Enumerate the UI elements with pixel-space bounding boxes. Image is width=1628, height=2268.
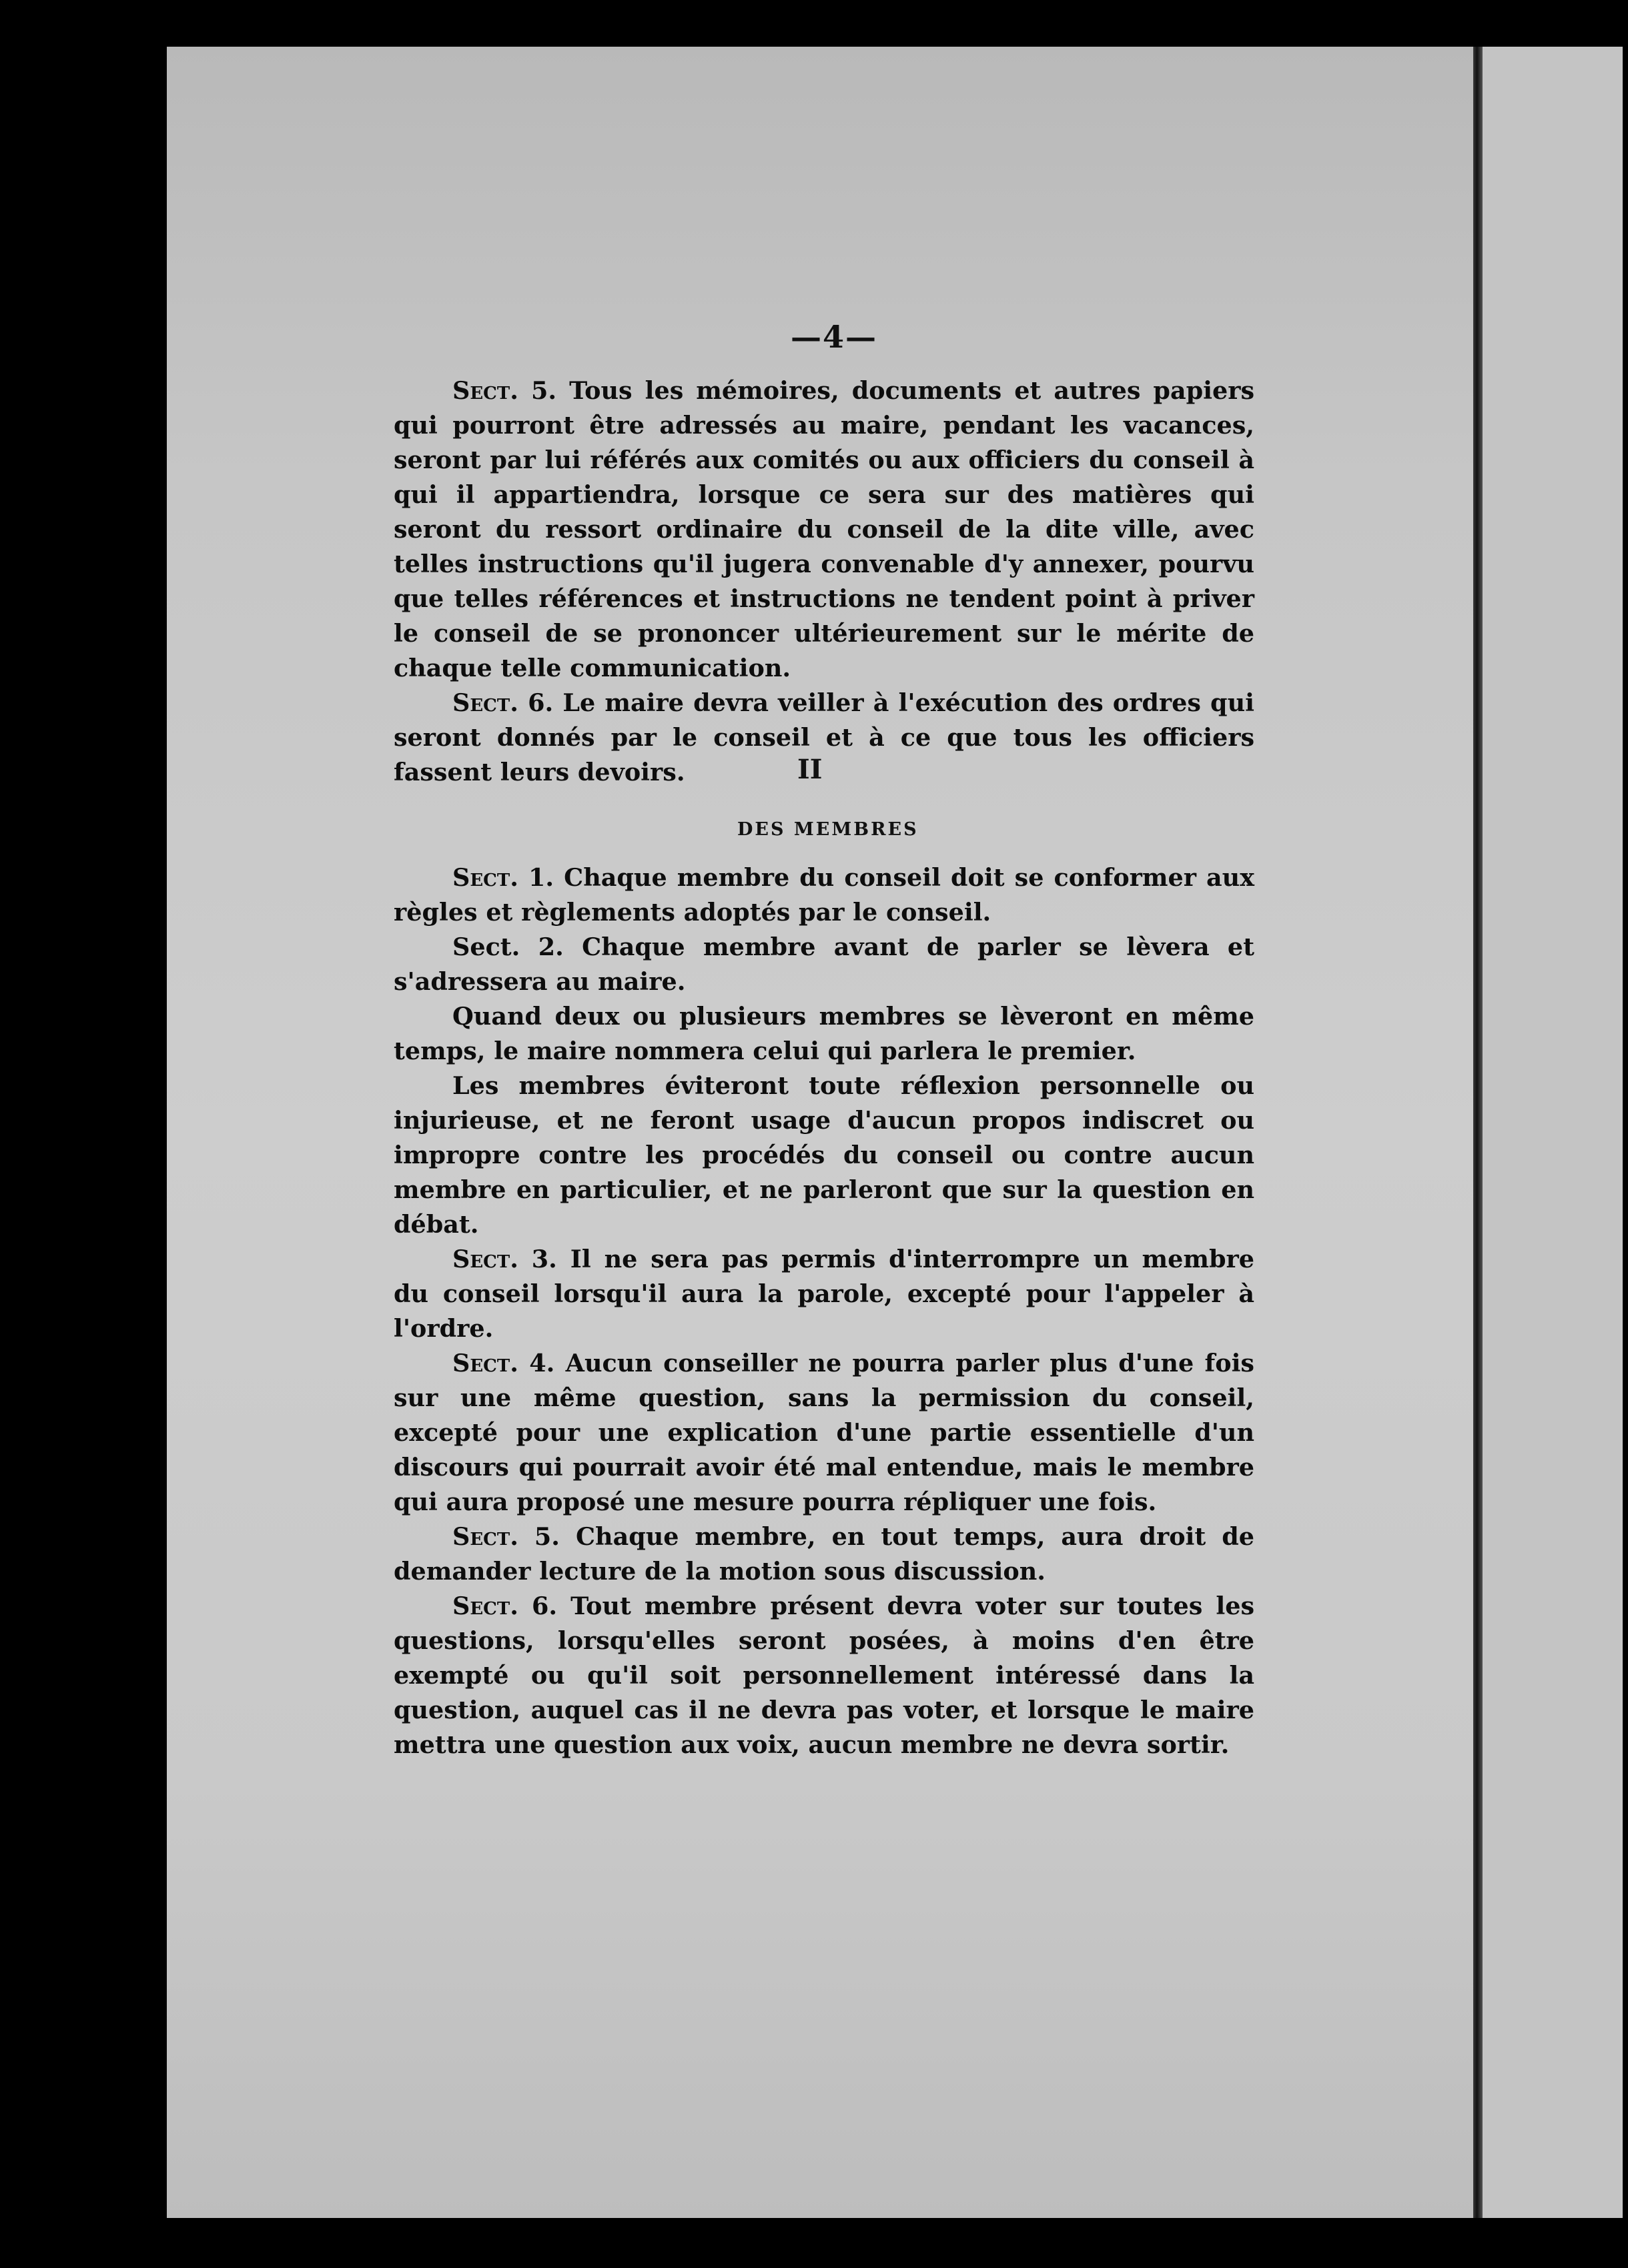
section-lead: Sect. 3. — [452, 1245, 557, 1273]
paragraph-text: Quand deux ou plusieurs membres se lèveront en même temps, le maire nommera celui qui parlera le premier. — [394, 1002, 1254, 1065]
paragraph-text: Les membres éviteront toute réflexion personnelle ou injurieuse, et ne feront usage d'aucun propos indiscret ou impropre contre les procédés du conseil ou contre aucun membre en particulier, et ne parleront que sur la question en débat. — [394, 1071, 1254, 1239]
paragraph-members-sect-3 — [394, 1242, 1254, 1346]
section-lead: Sect. 6. — [452, 1592, 558, 1620]
paragraph-text: Tout membre présent devra voter sur toutes les questions, lorsqu'elles seront posées, à moins d'en être exempté ou qu'il soit personnellement intéressé dans la question, auquel cas il ne devra pas voter, et lorsque le maire mettra une question aux voix, aucun membre ne devra sortir. — [394, 1592, 1254, 1759]
paragraph-members-sect-4 — [394, 1346, 1254, 1520]
paragraph-members-reflexion — [394, 1069, 1254, 1242]
section-lead: Sect. 5. — [452, 376, 557, 405]
paragraph-text: Aucun conseiller ne pourra parler plus d'une fois sur une même question, sans la permission du conseil, excepté pour une explication d'une partie essentielle d'un discours qui pourrait avoir été mal entendue, mais le membre qui aura proposé une mesure pourra répliquer une fois. — [394, 1349, 1254, 1516]
section-lead: Sect. 4. — [452, 1349, 555, 1377]
paragraph-members-sect-2 — [394, 930, 1254, 999]
paragraph-sect-5 — [394, 374, 1254, 686]
paragraph-text: Chaque membre avant de parler se lèvera et s'adressera au maire. — [394, 933, 1254, 996]
chapter-numeral: II — [797, 754, 823, 785]
page-number: —4— — [791, 319, 878, 355]
paragraph-text: Chaque membre, en tout temps, aura droit de demander lecture de la motion sous discussion. — [394, 1522, 1254, 1586]
section-lead: Sect. 2. — [452, 933, 564, 961]
paragraph-text: Il ne sera pas permis d'interrompre un membre du conseil lorsqu'il aura la parole, excepté pour l'appeler à l'ordre. — [394, 1245, 1254, 1343]
paragraph-members-sect-5 — [394, 1520, 1254, 1589]
paragraph-members-sect-1 — [394, 861, 1254, 930]
paragraph-members-sect-6 — [394, 1589, 1254, 1762]
section-lead: Sect. 5. — [452, 1522, 560, 1551]
section-lead: Sect. 6. — [452, 688, 554, 717]
page-fold-shadow — [1473, 47, 1483, 2218]
chapter-title: DES MEMBRES — [737, 819, 919, 840]
section-lead: Sect. 1. — [452, 863, 554, 892]
section-text-members — [394, 861, 1254, 1762]
section-text-top — [394, 374, 1254, 790]
paragraph-text: Tous les mémoires, documents et autres papiers qui pourront être adressés au maire, pendant les vacances, seront par lui référés aux comités ou aux officiers du conseil à qui il appartiendra, lorsque ce sera sur des matières qui seront du ressort ordinaire du conseil de la dite ville, avec telles instructions qu'il jugera convenable d'y annexer, pourvu que telles références et instructions ne tendent point à priver le conseil de se prononcer ultérieurement sur le mérite de chaque telle communication. — [394, 376, 1254, 682]
paragraph-text: Le maire devra veiller à l'exécution des ordres qui seront donnés par le conseil et à ce que tous les officiers fassent leurs devoirs. — [394, 688, 1254, 786]
adjacent-page-strip — [1483, 47, 1623, 2218]
paragraph-text: Chaque membre du conseil doit se conformer aux règles et règlements adoptés par le conseil. — [394, 863, 1254, 927]
paragraph-sect-6 — [394, 686, 1254, 790]
paragraph-members-quand — [394, 999, 1254, 1069]
